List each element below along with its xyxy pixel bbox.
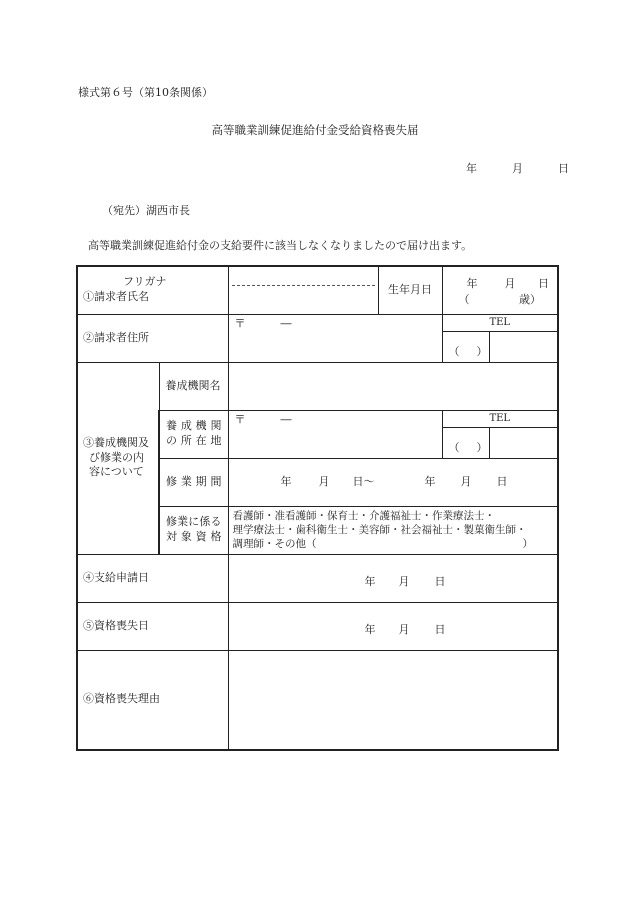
institution-tel-input[interactable]	[442, 410, 558, 458]
birth-month-label: 月	[504, 277, 516, 290]
qualification-line-2: 理学療法士・歯科衛生士・美容師・社会福祉士・製菓衛生師・	[232, 523, 527, 536]
qualification-line-3: 調理師・その他（	[232, 538, 317, 551]
institution-section-label: ③養成機関及 び修業の内 容について	[77, 362, 159, 554]
application-date-input[interactable]	[228, 554, 558, 602]
loss-reason-label: ⑥資格喪失理由	[77, 650, 228, 750]
tel-label: TEL	[443, 315, 558, 332]
period-end-day: 日	[496, 474, 508, 488]
tel-paren-open: （	[448, 344, 460, 358]
application-day: 日	[434, 574, 446, 588]
institution-name-input[interactable]	[228, 362, 558, 410]
form-number: 様式第６号（第10条関係）	[78, 86, 213, 99]
statement: 高等職業訓練促進給付金の支給要件に該当しなくなりましたので届け出ます。	[88, 239, 473, 252]
address-input[interactable]	[228, 314, 442, 362]
application-date-label: ④支給申請日	[77, 554, 228, 602]
institution-zip-mark: 〒	[234, 412, 246, 426]
application-year: 年	[364, 574, 376, 588]
qualification-label: 修業に係る 対象資格	[159, 506, 228, 554]
age-close: 歳）	[519, 293, 542, 306]
loss-year: 年	[364, 622, 376, 636]
date-year-label: 年	[466, 162, 477, 175]
loss-reason-input[interactable]	[228, 650, 558, 750]
period-end-month: 月	[460, 474, 472, 488]
period-start-year: 年	[280, 474, 292, 488]
institution-tel-paren-close: ）	[476, 440, 488, 454]
loss-month: 月	[398, 622, 410, 636]
period-start-day: 日〜	[352, 474, 375, 488]
qualification-line-1: 看護師・准看護師・保育士・介護福祉士・作業療法士・	[232, 509, 496, 522]
birth-date-input[interactable]	[442, 266, 558, 314]
name-label: ①請求者氏名	[83, 290, 149, 304]
furigana-divider	[232, 285, 375, 286]
institution-address-label: 養成機関 の所在地	[159, 410, 228, 458]
loss-date-input[interactable]	[228, 602, 558, 650]
name-input[interactable]	[228, 266, 378, 314]
address-label: ②請求者住所	[77, 314, 228, 362]
name-label-cell	[77, 266, 228, 314]
date-month-label: 月	[512, 162, 523, 175]
period-end-year: 年	[424, 474, 436, 488]
tel-input[interactable]	[442, 314, 558, 362]
loss-day: 日	[434, 622, 446, 636]
document-title: 高等職業訓練促進給付金受給資格喪失届	[211, 123, 419, 137]
study-period-label: 修業期間	[159, 458, 228, 506]
birth-label: 生年月日	[378, 266, 442, 314]
birth-day-label: 日	[538, 277, 550, 290]
application-month: 月	[398, 574, 410, 588]
birth-year-label: 年	[466, 277, 478, 290]
zip-dash: ―	[280, 316, 292, 330]
age-open: （	[458, 293, 470, 306]
institution-name-label: 養成機関名	[159, 362, 228, 410]
qualification-close: ）	[522, 538, 534, 551]
qualification-input[interactable]	[228, 506, 558, 554]
zip-mark: 〒	[234, 316, 246, 330]
loss-notification-form	[76, 265, 559, 751]
study-period-input[interactable]	[228, 458, 558, 506]
addressee: （宛先）湖西市長	[102, 204, 190, 217]
institution-address-input[interactable]	[228, 410, 442, 458]
institution-zip-dash: ―	[280, 412, 292, 426]
furigana-label: フリガナ	[123, 275, 167, 289]
institution-tel-paren-open: （	[448, 440, 460, 454]
institution-tel-label: TEL	[443, 411, 558, 428]
tel-paren-close: ）	[476, 344, 488, 358]
submission-date	[466, 160, 569, 176]
date-day-label: 日	[558, 162, 569, 175]
loss-date-label: ⑤資格喪失日	[77, 602, 228, 650]
period-start-month: 月	[318, 474, 330, 488]
